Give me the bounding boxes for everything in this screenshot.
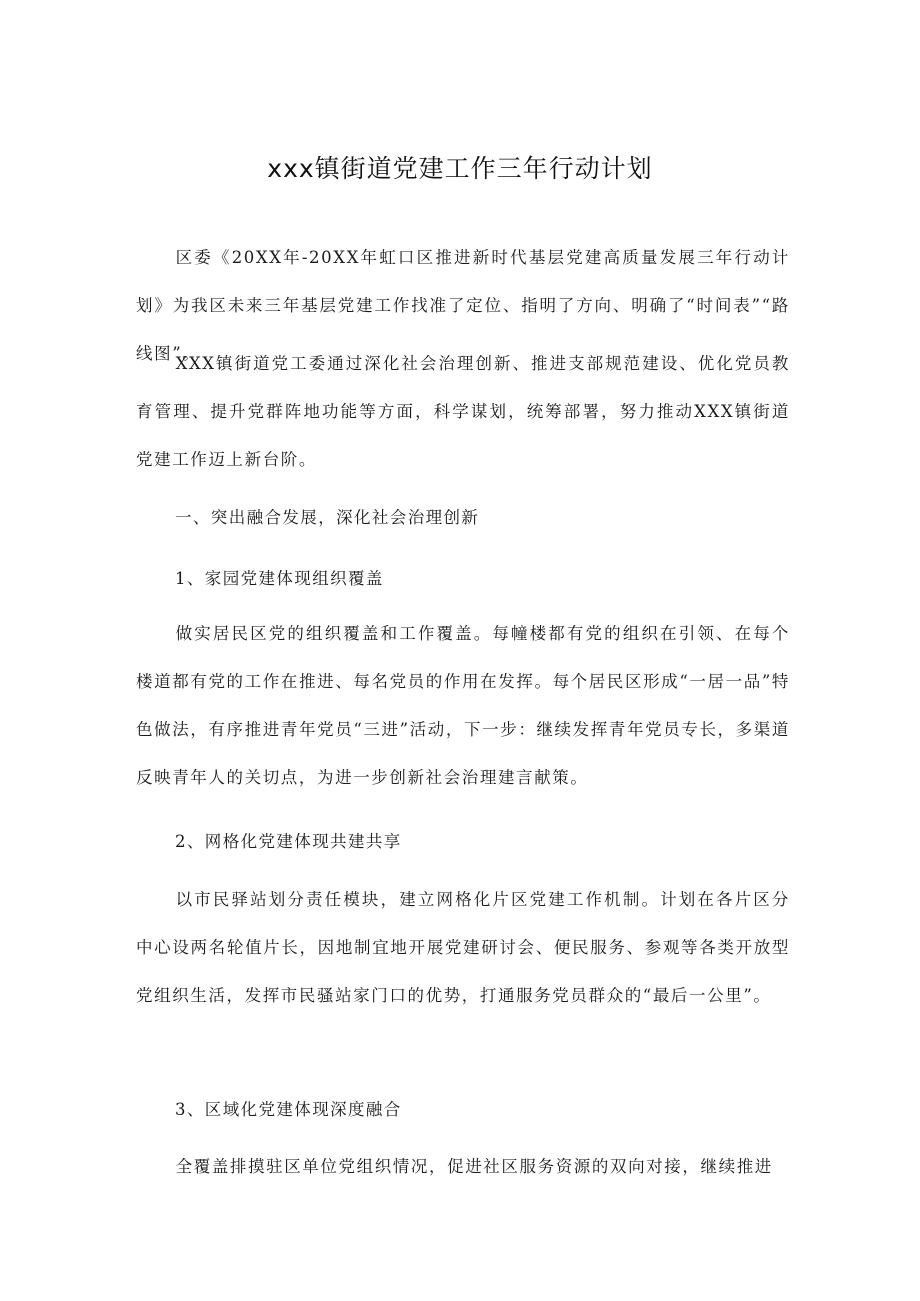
item-1-heading: 1、家园党建体现组织覆盖 — [175, 569, 384, 588]
item-2-heading: 2、网格化党建体现共建共享 — [175, 832, 402, 851]
document-title: xxx镇街道党建工作三年行动计划 — [267, 153, 653, 183]
item-3-heading: 3、区域化党建体现深度融合 — [175, 1100, 402, 1119]
item-3-body: 全覆盖排摸驻区单位党组织情况，促进社区服务资源的双向对接，继续推进 — [175, 1157, 773, 1176]
item-1-body: 做实居民区党的组织覆盖和工作覆盖。每幢楼都有党的组织在引领、在每个楼道都有党的工作在推进、每名党员的作用在发挥。每个居民区形成“一居一品”特色做法，有序推进青年党员“三进”活动，下一步：继续发挥青年党员专长，多渠道反映青年人的关切点，为进一步创新社会治理建言献策。 — [136, 624, 790, 787]
section-1-heading: 一、突出融合发展，深化社会治理创新 — [175, 508, 480, 527]
intro-paragraph-1: 区委《20XX年-20XX年虹口区推进新时代基层党建高质量发展三年行动计划》为我区未来三年基层党建工作找准了定位、指明了方向、明确了“时间表”“路线图”。 — [136, 248, 790, 363]
intro-paragraph-2: XXX镇街道党工委通过深化社会治理创新、推进支部规范建设、优化党员教育管理、提升党群阵地功能等方面，科学谋划，统筹部署，努力推动XXX镇街道党建工作迈上新台阶。 — [136, 354, 790, 469]
item-2-body: 以市民驿站划分责任模块，建立网格化片区党建工作机制。计划在各片区分中心设两名轮值片长，因地制宜地开展党建研讨会、便民服务、参观等各类开放型党组织生活，发挥市民骚站家门口的优势，打通服务党员群众的“最后一公里”。 — [136, 890, 790, 1005]
